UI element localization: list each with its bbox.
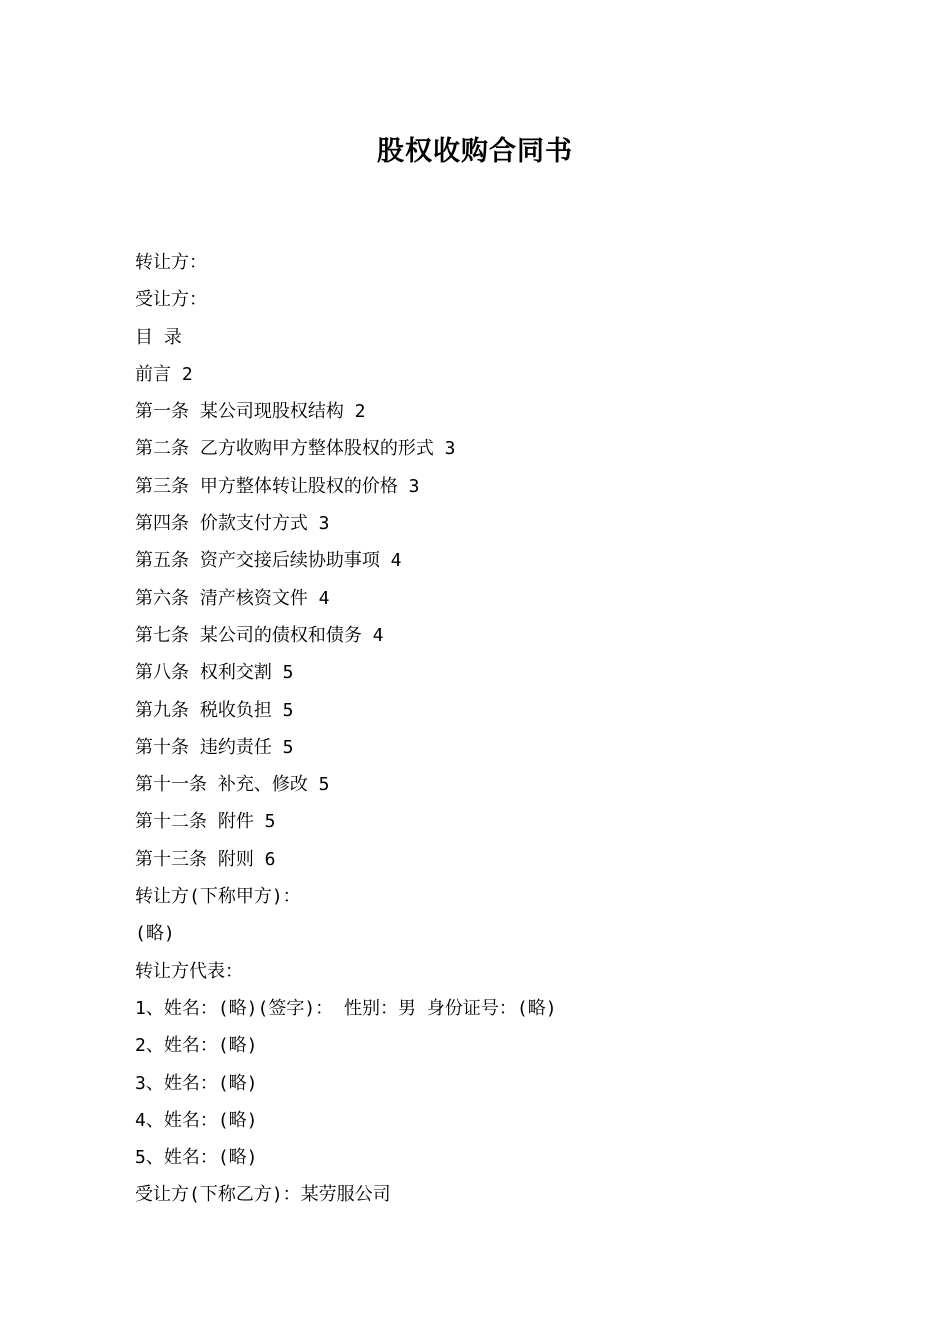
document-title: 股权收购合同书 xyxy=(377,136,573,167)
toc-item: 第一条 某公司现股权结构 2 xyxy=(135,401,366,423)
document-body xyxy=(135,244,895,1214)
toc-item: 前言 2 xyxy=(135,363,193,385)
transferee-line: 受让方： xyxy=(135,289,207,311)
representative-item: 2、姓名：(略) xyxy=(135,1035,258,1057)
toc-item: 第十一条 补充、修改 5 xyxy=(135,774,330,796)
toc-item: 第二条 乙方收购甲方整体股权的形式 3 xyxy=(135,438,456,460)
toc-item: 第八条 权利交割 5 xyxy=(135,662,294,684)
toc-item: 第十二条 附件 5 xyxy=(135,811,276,833)
party-a-value: (略) xyxy=(135,923,175,945)
transferor-line: 转让方： xyxy=(135,252,207,273)
toc-item: 第十条 违约责任 5 xyxy=(135,736,294,758)
toc-item: 第六条 清产核资文件 4 xyxy=(135,587,330,609)
representative-item: 3、姓名：(略) xyxy=(135,1072,258,1094)
party-b-line: 受让方(下称乙方)：某劳服公司 xyxy=(135,1184,391,1206)
toc-item: 第十三条 附则 6 xyxy=(135,848,276,870)
party-a-label: 转让方(下称甲方)： xyxy=(135,886,301,908)
toc-item: 第九条 税收负担 5 xyxy=(135,699,294,721)
toc-item: 第五条 资产交接后续协助事项 4 xyxy=(135,550,402,572)
toc-item: 第三条 甲方整体转让股权的价格 3 xyxy=(135,475,420,497)
representative-item: 4、姓名：(略) xyxy=(135,1109,258,1131)
representative-label: 转让方代表： xyxy=(135,960,243,982)
toc-heading: 目 录 xyxy=(135,326,182,348)
representative-item: 5、姓名：(略) xyxy=(135,1147,258,1169)
representative-item: 1、姓名：(略)(签字)： 性别：男 身份证号：(略) xyxy=(135,997,557,1019)
toc-item: 第七条 某公司的债权和债务 4 xyxy=(135,624,384,646)
toc-item: 第四条 价款支付方式 3 xyxy=(135,513,330,535)
